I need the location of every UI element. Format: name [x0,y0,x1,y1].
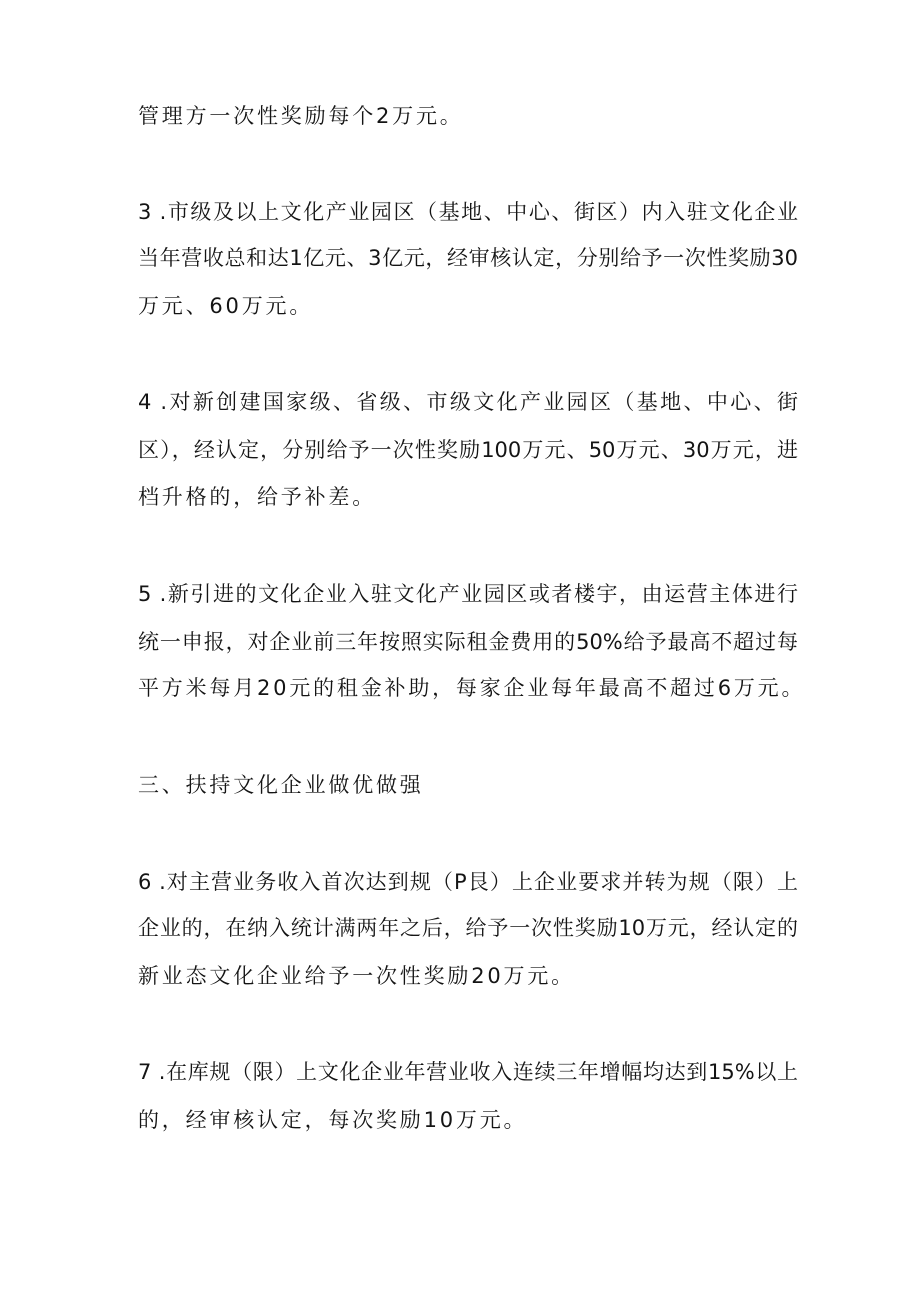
text-line: 区），经认定，分别给予一次性奖励100万元、50万元、30万元，进 [138,438,798,462]
text-line: 4 .对新创建国家级、省级、市级文化产业园区（基地、中心、街 [138,390,798,414]
text-line: 的，经审核认定，每次奖励10万元。 [138,1108,528,1132]
text-line: 档升格的，给予补差。 [138,485,376,509]
text-line: 6 .对主营业务收入首次达到规（P艮）上企业要求并转为规（限）上 [138,870,798,894]
text-line: 7 .在库规（限）上文化企业年营业收入连续三年增幅均达到15%以上 [138,1060,798,1084]
text-line: 万元、60万元。 [138,294,314,318]
text-line: 平方米每月20元的租金补助，每家企业每年最高不超过6万元。 [138,676,806,700]
text-line: 管理方一次性奖励每个2万元。 [138,104,464,128]
text-line: 3 .市级及以上文化产业园区（基地、中心、街区）内入驻文化企业 [138,200,798,224]
text-line: 统一申报，对企业前三年按照实际租金费用的50%给予最高不超过每 [138,630,798,654]
text-line: 新业态文化企业给予一次性奖励20万元。 [138,964,575,988]
section-heading: 三、扶持文化企业做优做强 [138,773,424,797]
text-line: 5 .新引进的文化企业入驻文化产业园区或者楼宇，由运营主体进行 [138,582,798,606]
text-line: 企业的，在纳入统计满两年之后，给予一次性奖励10万元，经认定的 [138,916,798,940]
text-line: 当年营收总和达1亿元、3亿元，经审核认定，分别给予一次性奖励30 [138,246,798,270]
